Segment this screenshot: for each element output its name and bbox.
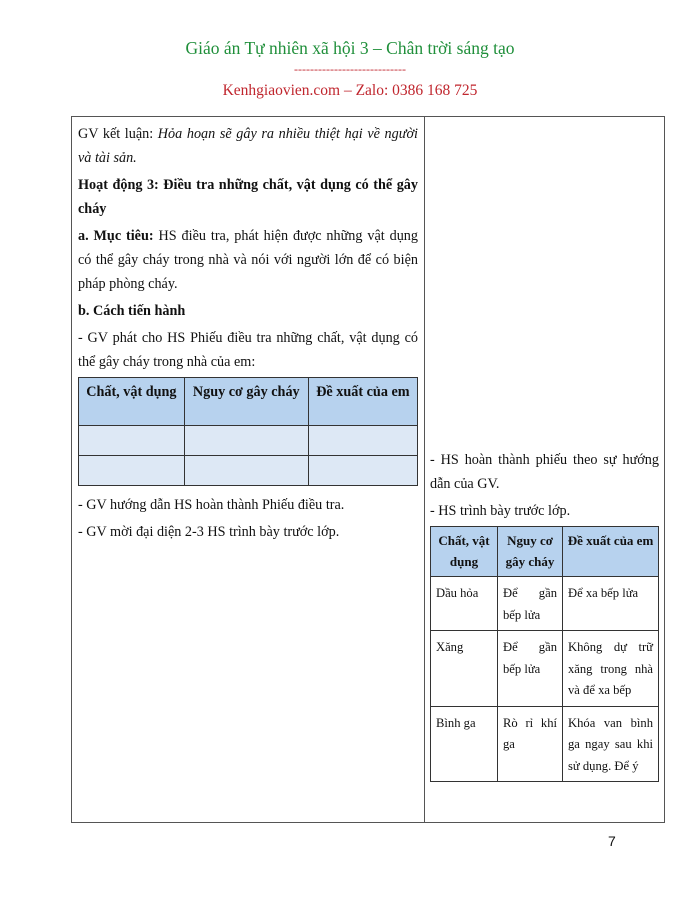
header-contact: Kenhgiaovien.com – Zalo: 0386 168 725 [222,82,478,99]
table-header-row [431,527,659,577]
table-row [431,706,659,782]
table-cell [308,426,417,456]
header-divider: ---------------------------- [294,62,406,76]
table-cell: Khóa van bình ga ngay sau khi sử dụng. Để ý [563,706,659,782]
method-title-text: b. Cách tiến hành [78,303,186,319]
method-title [78,299,418,323]
teacher-activity-column [78,122,418,547]
table-cell: Dầu hỏa [431,577,498,631]
table-cell: Xăng [431,631,498,707]
survey-table-blank [78,377,418,486]
table-header-cell: Nguy cơ gây cháy [184,378,308,426]
student-activity-column [430,448,659,782]
activity-title-text: Hoạt động 3: Điều tra những chất, vật dụng có thể gây cháy [78,177,418,217]
step-3: - GV mời đại diện 2-3 HS trình bày trước lớp. [78,524,340,540]
table-header-cell: Chất, vật dụng [431,527,498,577]
conclusion-text: Hỏa hoạn sẽ gây ra nhiều thiệt hại về người và tài sản. [78,126,418,166]
survey-table-filled [430,526,659,782]
table-row [431,577,659,631]
table-cell [184,456,308,486]
step-1: - GV phát cho HS Phiếu điều tra những chất, vật dụng có thể gây cháy trong nhà của em: [78,330,418,370]
table-row [431,631,659,707]
table-cell [79,456,185,486]
table-header-cell: Đề xuất của em [308,378,417,426]
table-row [79,426,418,456]
document-header-title: Giáo án Tự nhiên xã hội 3 – Chân trời sáng tạo [185,38,515,58]
conclusion-paragraph [78,122,418,170]
student-line-2: - HS trình bày trước lớp. [430,503,571,519]
table-cell [308,456,417,486]
table-cell [79,426,185,456]
table-header-cell: Đề xuất của em [563,527,659,577]
activity-title [78,173,418,221]
table-header-row [79,378,418,426]
table-header-cell: Chất, vật dụng [79,378,185,426]
step-2: - GV hướng dẫn HS hoàn thành Phiếu điều tra. [78,497,345,513]
table-row [79,456,418,486]
table-cell: Rò rỉ khí ga [498,706,563,782]
goal-label: a. Mục tiêu: [78,228,154,244]
table-cell: Để xa bếp lửa [563,577,659,631]
student-line-1: - HS hoàn thành phiếu theo sự hướng dẫn của GV. [430,452,659,492]
conclusion-label: GV kết luận: [78,126,158,142]
page-number: 7 [608,833,616,849]
table-cell: Để gần bếp lửa [498,631,563,707]
table-cell: Không dự trữ xăng trong nhà và để xa bếp [563,631,659,707]
table-cell: Bình ga [431,706,498,782]
table-cell [184,426,308,456]
goal-paragraph [78,224,418,296]
table-cell: Để gần bếp lửa [498,577,563,631]
table-header-cell: Nguy cơ gây cháy [498,527,563,577]
column-divider [424,116,425,823]
goal-text: HS điều tra, phát hiện được những vật dụng có thể gây cháy trong nhà và nói với người lớn để có biện pháp phòng cháy. [78,228,418,292]
